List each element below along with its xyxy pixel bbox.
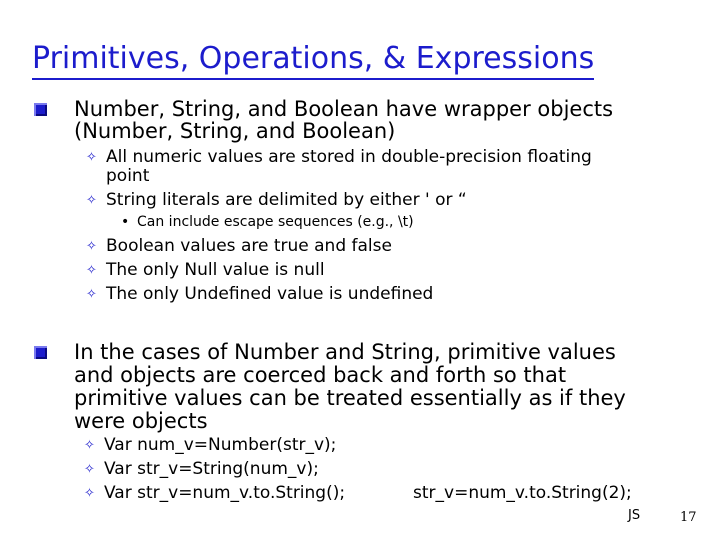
diamond-bullet-icon: ✧ [86,263,97,278]
sub-1-line-1: All numeric values are stored in double-precision floating [106,147,592,167]
sub-4-line-1: Boolean values are true and false [106,236,392,256]
bullet-2-line-4: were objects [74,409,208,433]
diamond-bullet-icon: ✧ [84,486,95,501]
dot-bullet-icon: • [121,214,130,230]
sub-1-line-2: point [106,166,150,186]
diamond-bullet-icon: ✧ [84,462,95,477]
square-bullet-icon [34,346,47,359]
bullet-1-line-2: (Number, String, and Boolean) [74,119,396,143]
code-line-3: Var str_v=num_v.to.String(); [104,483,346,503]
diamond-bullet-icon: ✧ [84,438,95,453]
bullet-1-line-1: Number, String, and Boolean have wrapper objects [74,97,614,121]
square-bullet-icon [34,103,47,116]
slide-title: Primitives, Operations, & Expressions [32,40,594,80]
code-line-4: str_v=num_v.to.String(2); [413,483,632,503]
sub-3-line-1: Can include escape sequences (e.g., \t) [137,214,414,230]
bullet-2-line-2: and objects are coerced back and forth so that [74,363,567,387]
code-line-2: Var str_v=String(num_v); [104,459,319,479]
sub-2-line-1: String literals are delimited by either ' or “ [106,190,467,210]
code-line-1: Var num_v=Number(str_v); [104,435,337,455]
page-number: 17 [680,510,697,525]
bullet-2-line-1: In the cases of Number and String, primitive values [74,340,616,364]
diamond-bullet-icon: ✧ [86,239,97,254]
diamond-bullet-icon: ✧ [86,150,97,165]
sub-6-line-1: The only Undefined value is undefined [106,284,434,304]
bullet-2-line-3: primitive values can be treated essentially as if they [74,386,626,410]
footer-author: JS [628,508,641,523]
diamond-bullet-icon: ✧ [86,287,97,302]
diamond-bullet-icon: ✧ [86,193,97,208]
sub-5-line-1: The only Null value is null [106,260,325,280]
